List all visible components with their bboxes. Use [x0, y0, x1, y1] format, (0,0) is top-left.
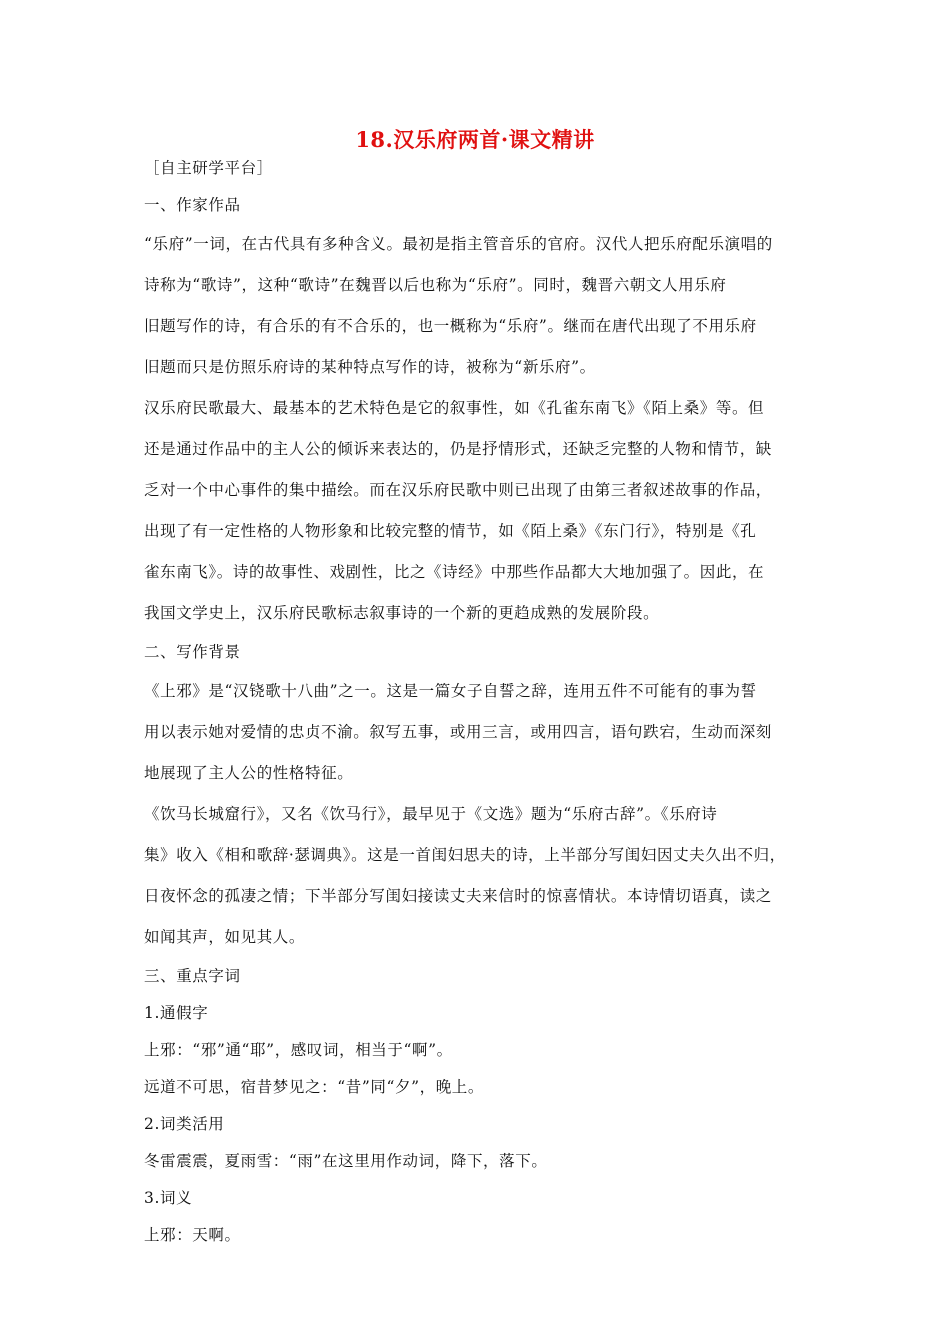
- section-line: [144, 958, 808, 995]
- section-line: [144, 1032, 808, 1069]
- text-line: 一、作家作品: [144, 196, 241, 214]
- text-line: “乐府”一词，在古代具有多种含义。最初是指主管音乐的官府。汉代人把乐府配乐演唱的: [144, 235, 773, 253]
- paragraph: [144, 794, 808, 958]
- section-line: [144, 1143, 808, 1180]
- text-line: 远道不可思，宿昔梦见之：“昔”同“夕”，晚上。: [144, 1078, 484, 1096]
- text-line: 还是通过作品中的主人公的倾诉来表达的，仍是抒情形式，还缺乏完整的人物和情节，缺: [144, 440, 772, 458]
- text-line: 1.通假字: [144, 1004, 209, 1022]
- section-line: [144, 634, 808, 671]
- text-line: 上邪：“邪”通“耶”，感叹词，相当于“啊”。: [144, 1041, 453, 1059]
- text-line: 汉乐府民歌最大、最基本的艺术特色是它的叙事性，如《孔雀东南飞》《陌上桑》等。但: [144, 399, 765, 417]
- page-title: 18.汉乐府两首·课文精讲: [355, 127, 595, 152]
- text-line: 2.词类活用: [144, 1115, 225, 1133]
- text-line: 冬雷震震，夏雨雪：“雨”在这里用作动词，降下，落下。: [144, 1152, 548, 1170]
- paragraph: [144, 388, 808, 634]
- text-line: 诗称为“歌诗”，这种“歌诗”在魏晋以后也称为“乐府”。同时，魏晋六朝文人用乐府: [144, 276, 727, 294]
- text-line: 我国文学史上，汉乐府民歌标志叙事诗的一个新的更趋成熟的发展阶段。: [144, 604, 660, 622]
- text-line: 日夜怀念的孤凄之情；下半部分写闺妇接读丈夫来信时的惊喜情状。本诗情切语真，读之: [144, 887, 772, 905]
- text-line: 集》收入《相和歌辞·瑟调典》。这是一首闺妇思夫的诗，上半部分写闺妇因丈夫久出不归，: [144, 846, 786, 864]
- text-line: 3.词义: [144, 1189, 193, 1207]
- section-line: [144, 995, 808, 1032]
- text-line: 旧题而只是仿照乐府诗的某种特点写作的诗，被称为“新乐府”。: [144, 358, 596, 376]
- text-line: 三、重点字词: [144, 967, 241, 985]
- text-line: 地展现了主人公的性格特征。: [144, 764, 354, 782]
- section-line: [144, 1217, 808, 1254]
- text-line: 乏对一个中心事件的集中描绘。而在汉乐府民歌中则已出现了由第三者叙述故事的作品，: [144, 481, 772, 499]
- section-line: [144, 150, 808, 187]
- text-line: 出现了有一定性格的人物形象和比较完整的情节，如《陌上桑》《东门行》，特别是《孔: [144, 522, 757, 540]
- section-line: [144, 1106, 808, 1143]
- text-line: 《上邪》是“汉铙歌十八曲”之一。这是一篇女子自誓之辞，连用五件不可能有的事为誓: [144, 682, 757, 700]
- document-body: [144, 150, 808, 1254]
- text-line: 用以表示她对爱情的忠贞不渝。叙写五事，或用三言，或用四言，语句跌宕，生动而深刻: [144, 723, 772, 741]
- section-line: [144, 1069, 808, 1106]
- text-line: 二、写作背景: [144, 643, 241, 661]
- text-line: 上邪：天啊。: [144, 1226, 241, 1244]
- text-line: 旧题写作的诗，有合乐的有不合乐的，也一概称为“乐府”。继而在唐代出现了不用乐府: [144, 317, 757, 335]
- text-line: 《饮马长城窟行》，又名《饮马行》，最早见于《文选》题为“乐府古辞”。《乐府诗: [144, 805, 718, 823]
- text-line: 雀东南飞》。诗的故事性、戏剧性，比之《诗经》中那些作品都大大地加强了。因此，在: [144, 563, 765, 581]
- section-line: [144, 187, 808, 224]
- section-line: [144, 1180, 808, 1217]
- paragraph: [144, 224, 808, 388]
- text-line: ［自主研学平台］: [144, 159, 273, 177]
- text-line: 如闻其声，如见其人。: [144, 928, 306, 946]
- paragraph: [144, 671, 808, 794]
